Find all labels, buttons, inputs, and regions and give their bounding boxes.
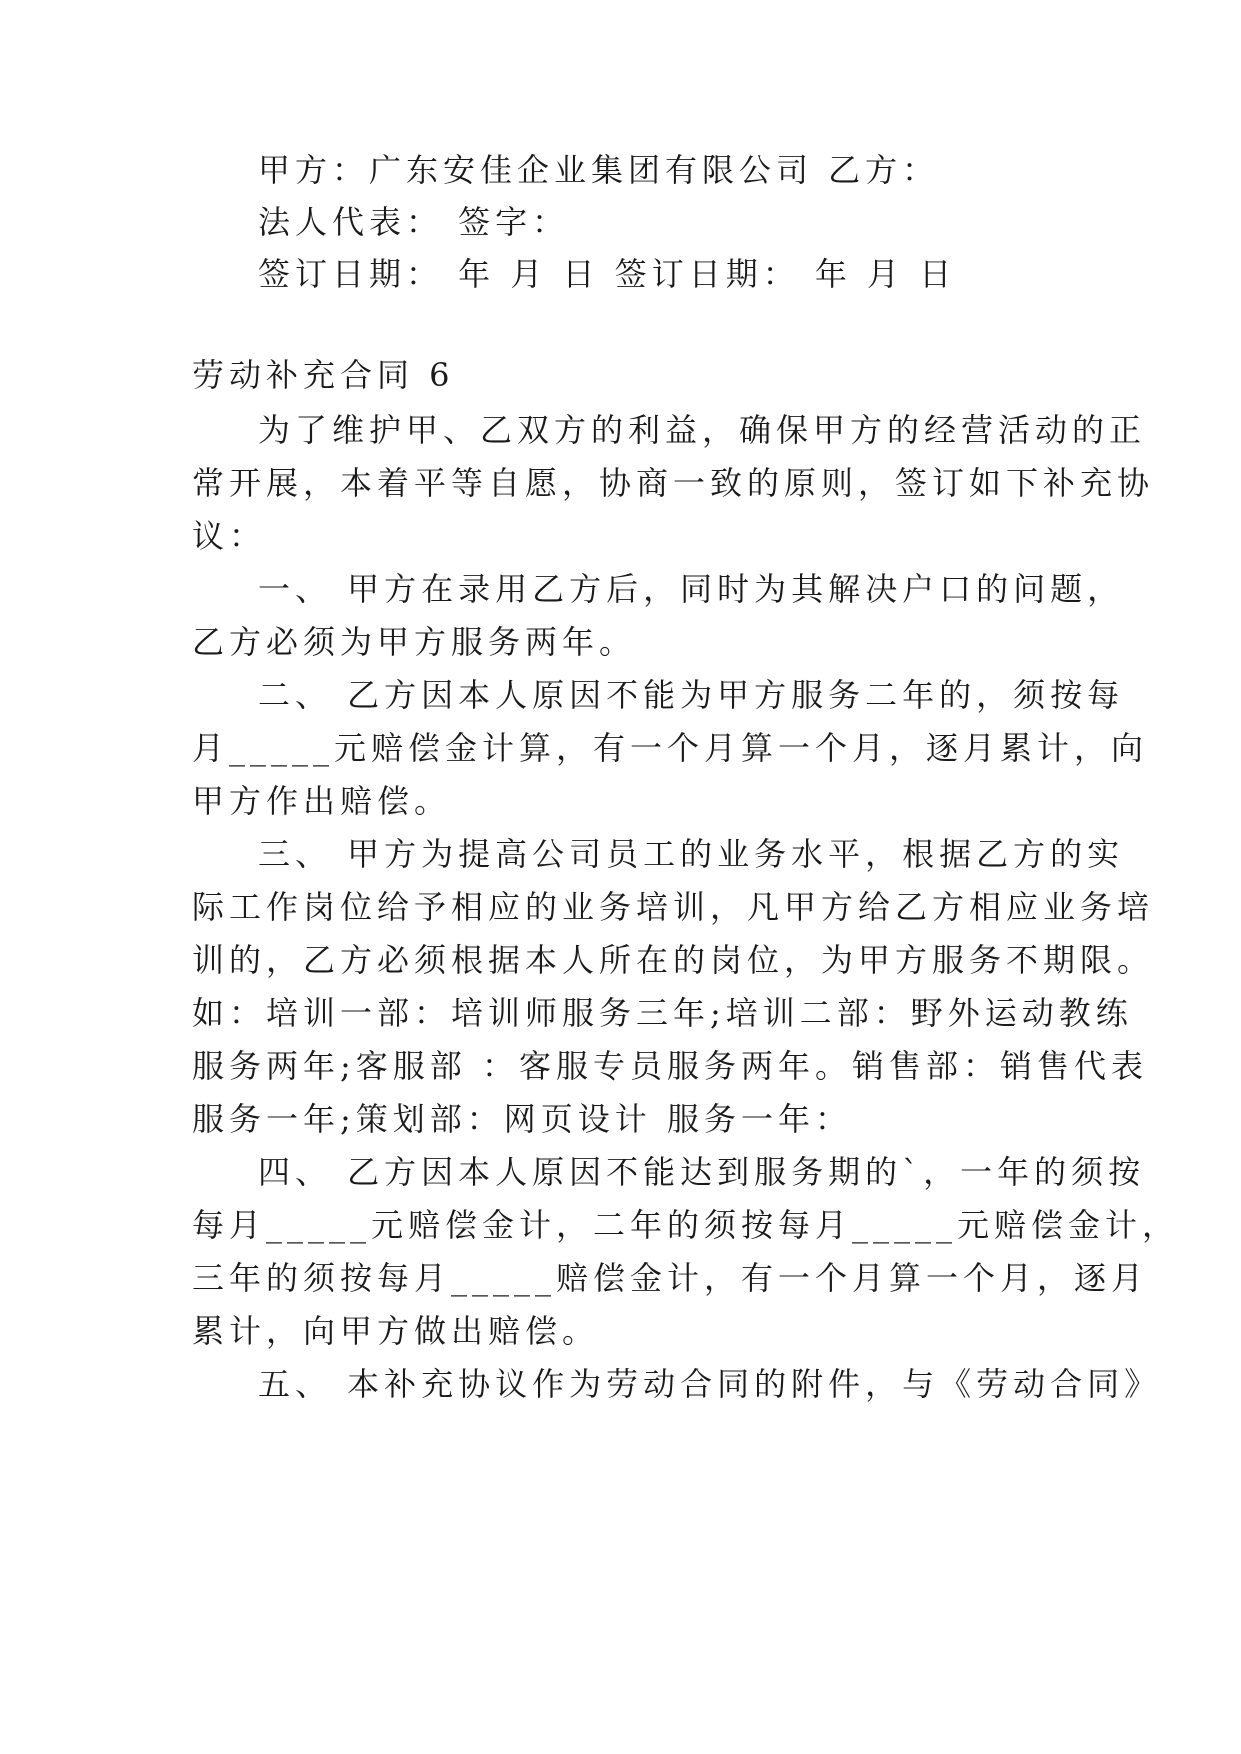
clause-4-line: 累计，向甲方做出赔偿。 bbox=[192, 1312, 600, 1350]
paragraph-line: 议： bbox=[192, 517, 267, 555]
clause-3-line: 训的，乙方必须根据本人所在的岗位，为甲方服务不期限。 bbox=[192, 941, 1155, 979]
paragraph-line: 常开展，本着平等自愿，协商一致的原则，签订如下补充协 bbox=[192, 464, 1155, 502]
clause-3-line: 如：培训一部：培训师服务三年;培训二部：野外运动教练 bbox=[192, 994, 1133, 1032]
party-a-line: 甲方：广东安佳企业集团有限公司 乙方： bbox=[258, 151, 940, 189]
clause-4-line: 每月_____元赔偿金计，二年的须按每月_____元赔偿金计， bbox=[192, 1206, 1180, 1244]
clause-2-line: 甲方作出赔偿。 bbox=[192, 782, 452, 820]
clause-3-line: 际工作岗位给予相应的业务培训，凡甲方给乙方相应业务培 bbox=[192, 888, 1155, 926]
clause-2-line: 二、 乙方因本人原因不能为甲方服务二年的，须按每 bbox=[258, 676, 1125, 714]
clause-4-line: 三年的须按每月_____赔偿金计，有一个月算一个月，逐月 bbox=[192, 1259, 1149, 1297]
clause-2-line: 月_____元赔偿金计算，有一个月算一个月，逐月累计，向 bbox=[192, 729, 1149, 767]
clause-1-line: 乙方必须为甲方服务两年。 bbox=[192, 623, 637, 661]
clause-1-line: 一、 甲方在录用乙方后，同时为其解决户口的问题， bbox=[258, 570, 1125, 608]
clause-3-line: 服务两年;客服部 ：客服专员服务两年。销售部：销售代表 bbox=[192, 1047, 1148, 1085]
legal-rep-line: 法人代表： 签字： bbox=[258, 203, 570, 241]
clause-3-line: 三、 甲方为提高公司员工的业务水平，根据乙方的实 bbox=[258, 835, 1125, 873]
sign-date-line: 签订日期： 年 月 日 签订日期： 年 月 日 bbox=[258, 255, 957, 293]
clause-4-line: 四、 乙方因本人原因不能达到服务期的`，一年的须按 bbox=[258, 1153, 1146, 1191]
section-title: 劳动补充合同 6 bbox=[192, 356, 455, 394]
clause-3-line: 服务一年;策划部：网页设计 服务一年： bbox=[192, 1100, 852, 1138]
clause-5-line: 五、 本补充协议作为劳动合同的附件，与《劳动合同》 bbox=[258, 1365, 1162, 1403]
paragraph-line: 为了维护甲、乙双方的利益，确保甲方的经营活动的正 bbox=[258, 411, 1147, 449]
